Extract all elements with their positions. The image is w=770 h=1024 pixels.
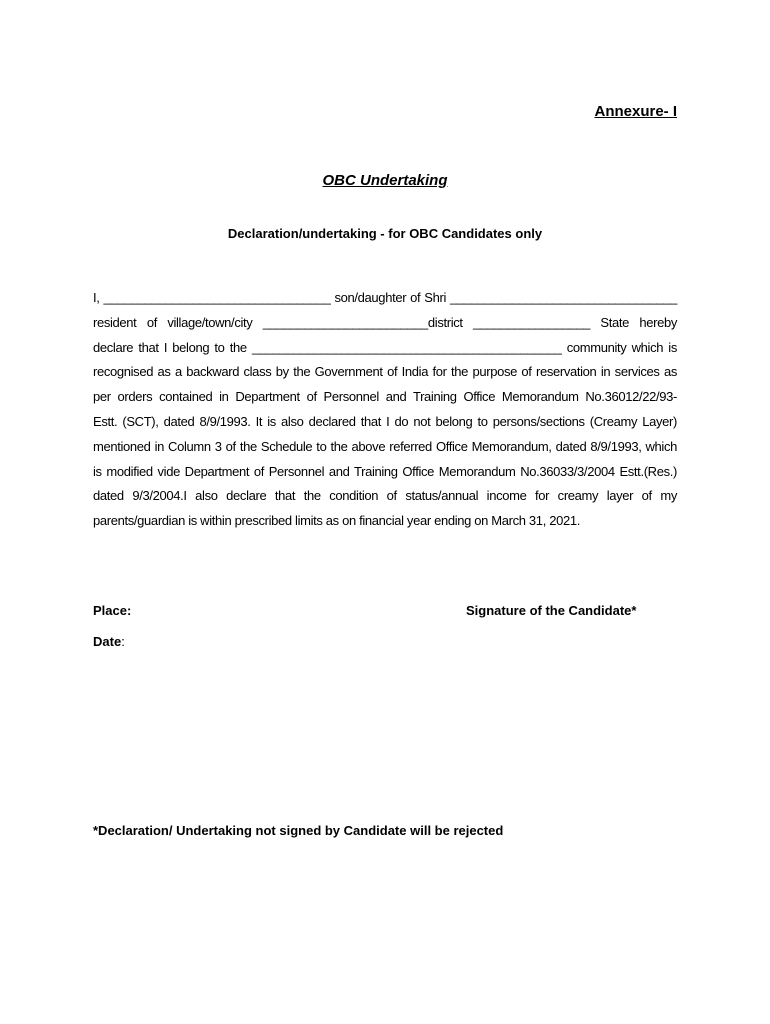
declaration-line: I, _________________________________ son/daughter of Shri _________________________________	[93, 290, 677, 305]
declaration-line: is modified vide Department of Personnel and Training Office Memorandum No.36033/3/2004 Estt.(Res.)	[93, 463, 677, 479]
declaration-line: Estt. (SCT), dated 8/9/1993. It is also declared that I do not belong to persons/sections (Creamy Layer)	[93, 413, 677, 429]
date-field	[93, 634, 125, 649]
place-label: Place:	[93, 603, 132, 618]
declaration-line: recognised as a backward class by the Government of India for the purpose of reservation in services as	[93, 364, 677, 380]
annexure-label: Annexure- I	[594, 103, 677, 120]
footnote: *Declaration/ Undertaking not signed by Candidate will be rejected	[93, 823, 504, 838]
declaration-line: mentioned in Column 3 of the Schedule to the above referred Office Memorandum, dated 8/9/1993, which	[93, 438, 677, 454]
signature-label: Signature of the Candidate*	[466, 603, 637, 618]
declaration-line: dated 9/3/2004.I also declare that the condition of status/annual income for creamy layer of my	[93, 488, 677, 504]
date-colon: :	[121, 634, 125, 649]
date-label: Date	[93, 634, 122, 649]
declaration-line: declare that I belong to the _____________________________________________ community which is	[93, 339, 677, 355]
declaration-line: per orders contained in Department of Personnel and Training Office Memorandum No.36012/22/93-	[93, 389, 677, 405]
form-subtitle: Declaration/undertaking - for OBC Candidates only	[227, 226, 543, 241]
form-title: OBC Undertaking	[322, 172, 448, 189]
declaration-paragraph	[93, 286, 677, 534]
declaration-line: parents/guardian is within prescribed limits as on financial year ending on March 31, 2021.	[93, 513, 580, 529]
declaration-line: resident of village/town/city ________________________district _________________ State hereby	[93, 314, 677, 330]
